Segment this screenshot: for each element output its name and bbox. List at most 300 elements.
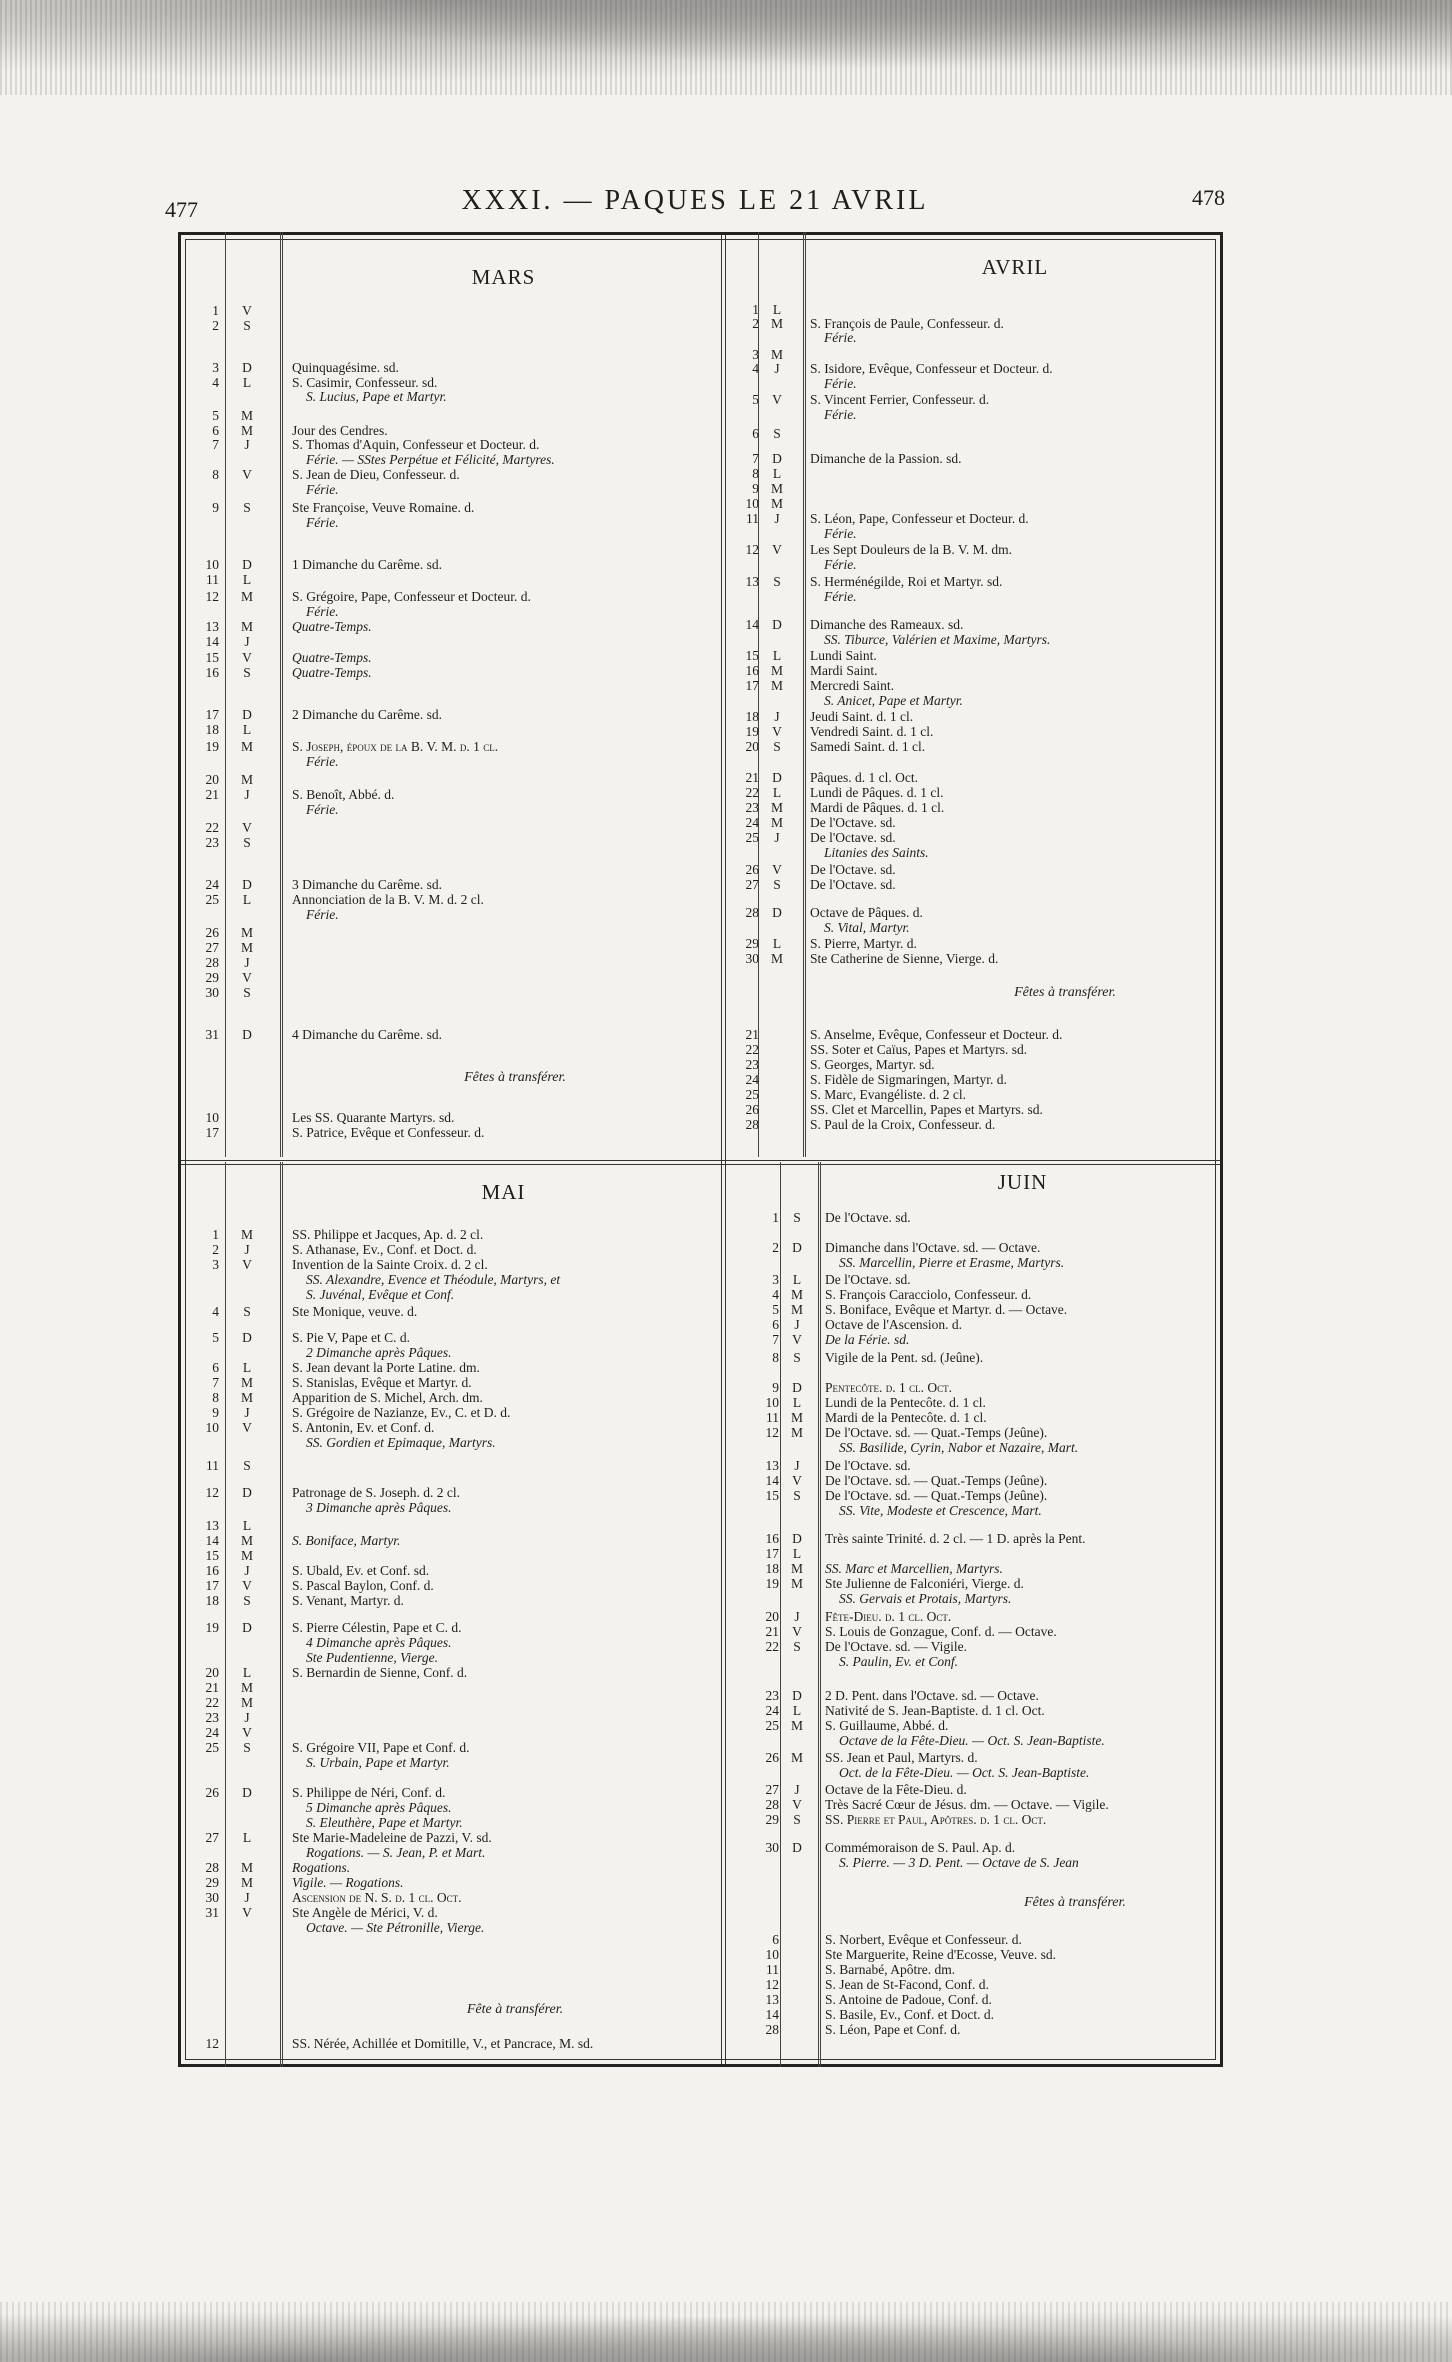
feast-text: S. Athanase, Ev., Conf. et Doct. d.	[292, 1242, 477, 1257]
calendar-row	[725, 785, 1220, 800]
calendar-row	[725, 877, 1220, 892]
day-number: 3	[212, 360, 219, 375]
feast-text: Octave de l'Ascension. d.	[825, 1317, 963, 1332]
feast-text: S. Isidore, Evêque, Confesseur et Docteur. d.	[810, 361, 1053, 376]
calendar-row	[725, 481, 1220, 496]
weekday-letter: M	[770, 347, 783, 362]
feast-text: Annonciation de la B. V. M. d. 2 cl.	[292, 892, 484, 907]
day-number: 27	[205, 940, 219, 955]
feast-text: Férie.	[824, 407, 857, 422]
weekday-letter: V	[242, 970, 252, 985]
feast-text: Jeudi Saint. d. 1 cl.	[810, 709, 914, 724]
day-number: 8	[212, 1390, 219, 1405]
calendar-row	[725, 1440, 1220, 1455]
feast-text: S. Jean de Dieu, Confesseur. d.	[292, 467, 460, 482]
calendar-row	[725, 1380, 1220, 1395]
calendar-row	[725, 709, 1220, 724]
day-number: 1	[212, 303, 219, 318]
feast-text: SS. Nérée, Achillée et Domitille, V., et Pancrace, M. sd.	[292, 2036, 594, 2051]
feast-text: S. Boniface, Martyr.	[292, 1533, 401, 1548]
feast-text: Mardi Saint.	[810, 663, 878, 678]
calendar-row	[725, 557, 1220, 572]
weekday-letter: S	[773, 426, 781, 441]
page-title: XXXI. — PAQUES LE 21 AVRIL	[461, 185, 929, 216]
calendar-row	[185, 1257, 715, 1272]
feast-text: Férie. — SStes Perpétue et Félicité, Martyres.	[306, 452, 555, 467]
day-number: 19	[205, 739, 219, 754]
page-header	[165, 185, 1225, 225]
calendar-row	[185, 1458, 715, 1473]
feast-text: Quinquagésime. sd.	[292, 360, 399, 375]
day-number: 22	[765, 1639, 779, 1654]
feast-text: S. Fidèle de Sigmaringen, Martyr. d.	[810, 1072, 1007, 1087]
calendar-row	[725, 770, 1220, 785]
feast-text: S. Léon, Pape et Conf. d.	[825, 2022, 961, 2037]
weekday-letter: D	[792, 1380, 802, 1395]
day-number: 22	[205, 1695, 219, 1710]
weekday-letter: S	[243, 318, 251, 333]
calendar-row	[185, 985, 715, 1000]
feast-text: De l'Octave. sd. — Quat.-Temps (Jeûne).	[825, 1473, 1048, 1488]
day-number: 19	[745, 724, 759, 739]
feast-text: S. Léon, Pape, Confesseur et Docteur. d.	[810, 511, 1029, 526]
calendar-row	[725, 1117, 1220, 1132]
calendar-row	[185, 437, 715, 452]
weekday-letter: V	[772, 724, 782, 739]
feast-text: Férie.	[824, 526, 857, 541]
day-number: 1	[772, 1210, 779, 1225]
calendar-row	[725, 1765, 1220, 1780]
calendar-row	[185, 707, 715, 722]
weekday-letter: M	[240, 1680, 253, 1695]
weekday-letter: S	[793, 1488, 801, 1503]
feast-text: S. Norbert, Evêque et Confesseur. d.	[825, 1932, 1022, 1947]
calendar-row	[185, 722, 715, 737]
day-number: 19	[205, 1620, 219, 1635]
calendar-row	[725, 1531, 1220, 1546]
calendar-row	[185, 1695, 715, 1710]
feast-text: Ascension de N. S. d. 1 cl. Oct.	[292, 1890, 462, 1905]
calendar-row	[185, 1227, 715, 1242]
left-page-number: 477	[165, 197, 198, 222]
calendar-row	[725, 1992, 1220, 2007]
calendar-row	[725, 1332, 1220, 1347]
day-number: 8	[212, 467, 219, 482]
calendar-row	[185, 1578, 715, 1593]
calendar-row	[725, 648, 1220, 663]
weekday-letter: M	[790, 1425, 803, 1440]
day-number: 20	[205, 772, 219, 787]
feast-text: S. Venant, Martyr. d.	[292, 1593, 404, 1608]
calendar-row	[185, 820, 715, 835]
calendar-row	[725, 1561, 1220, 1576]
weekday-letter: S	[243, 1458, 251, 1473]
weekday-letter: V	[242, 1420, 252, 1435]
weekday-letter: M	[240, 1533, 253, 1548]
feast-text: S. Benoît, Abbé. d.	[292, 787, 395, 802]
calendar-row	[185, 1725, 715, 1740]
weekday-letter: J	[774, 709, 780, 724]
month-juin	[725, 1162, 1220, 2067]
feast-text: S. Antoine de Padoue, Conf. d.	[825, 1992, 992, 2007]
weekday-letter: L	[792, 1546, 802, 1561]
weekday-letter: M	[770, 951, 783, 966]
weekday-letter: V	[792, 1332, 802, 1347]
calendar-row	[185, 389, 715, 404]
feast-text: Nativité de S. Jean-Baptiste. d. 1 cl. Oct.	[825, 1703, 1045, 1718]
calendar-row	[725, 316, 1220, 331]
day-number: 22	[745, 1042, 759, 1057]
weekday-letter: D	[242, 1330, 252, 1345]
weekday-letter: J	[794, 1317, 800, 1332]
day-number: 17	[205, 1578, 219, 1593]
feast-text: Férie.	[306, 604, 339, 619]
weekday-letter: S	[793, 1350, 801, 1365]
feast-text: Férie.	[306, 482, 339, 497]
calendar-row	[725, 920, 1220, 935]
day-number: 24	[205, 877, 219, 892]
calendar-row	[185, 1710, 715, 1725]
calendar-row	[725, 1840, 1220, 1855]
day-number: 7	[752, 451, 759, 466]
calendar-row	[185, 589, 715, 604]
weekday-letter: M	[770, 800, 783, 815]
calendar-row	[725, 1302, 1220, 1317]
calendar-row	[185, 452, 715, 467]
feast-text: De l'Octave. sd.	[810, 830, 896, 845]
weekday-letter: V	[242, 1725, 252, 1740]
feast-text: S. Joseph, époux de la B. V. M. d. 1 cl.	[292, 739, 499, 754]
day-number: 26	[745, 862, 759, 877]
weekday-letter: J	[244, 437, 250, 452]
calendar-row	[725, 407, 1220, 422]
calendar-row	[185, 1845, 715, 1860]
calendar-row	[185, 955, 715, 970]
day-number: 25	[745, 830, 759, 845]
day-number: 10	[205, 557, 219, 572]
feast-text: Férie.	[306, 907, 339, 922]
feast-text: Férie.	[824, 376, 857, 391]
weekday-letter: S	[243, 835, 251, 850]
feast-text: SS. Alexandre, Evence et Théodule, Martyrs, et	[306, 1272, 561, 1287]
day-number: 4	[752, 361, 759, 376]
weekday-letter: V	[242, 1905, 252, 1920]
feast-text: S. Basile, Ev., Conf. et Doct. d.	[825, 2007, 994, 2022]
day-number: 22	[205, 820, 219, 835]
feast-text: S. Jean de St-Facond, Conf. d.	[825, 1977, 989, 1992]
weekday-letter: J	[244, 955, 250, 970]
feast-text: De l'Octave. sd.	[810, 815, 896, 830]
calendar-row	[725, 1027, 1220, 1042]
day-number: 21	[745, 770, 759, 785]
feast-text: S. Georges, Martyr. sd.	[810, 1057, 935, 1072]
weekday-letter: S	[773, 739, 781, 754]
feast-text: SS. Gordien et Epimaque, Martyrs.	[306, 1435, 496, 1450]
feast-text: Dimanche des Rameaux. sd.	[810, 617, 964, 632]
weekday-letter: M	[240, 589, 253, 604]
calendar-row	[185, 1650, 715, 1665]
feast-text: Octave de la Fête-Dieu. d.	[825, 1782, 967, 1797]
calendar-row	[185, 500, 715, 515]
calendar-row	[185, 925, 715, 940]
weekday-letter: J	[794, 1458, 800, 1473]
calendar-row	[725, 1932, 1220, 1947]
calendar-row	[725, 1210, 1220, 1225]
weekday-letter: J	[774, 511, 780, 526]
calendar-row	[725, 302, 1220, 317]
feast-text: SS. Gervais et Protais, Martyrs.	[839, 1591, 1012, 1606]
feast-text: S. Louis de Gonzague, Conf. d. — Octave.	[825, 1624, 1057, 1639]
calendar-row	[725, 1488, 1220, 1503]
day-number: 21	[765, 1624, 779, 1639]
calendar-row	[185, 1500, 715, 1515]
calendar-row	[185, 1785, 715, 1800]
day-number: 2	[212, 318, 219, 333]
calendar-row	[185, 787, 715, 802]
feast-text: Ste Angèle de Mérici, V. d.	[292, 1905, 438, 1920]
month-name: JUIN	[997, 1170, 1048, 1194]
calendar-row	[725, 1087, 1220, 1102]
weekday-letter: M	[240, 772, 253, 787]
day-number: 5	[212, 408, 219, 423]
feast-text: Mercredi Saint.	[810, 678, 894, 693]
day-number: 26	[205, 925, 219, 940]
calendar-row	[725, 1733, 1220, 1748]
weekday-letter: M	[240, 925, 253, 940]
feast-text: SS. Philippe et Jacques, Ap. d. 2 cl.	[292, 1227, 484, 1242]
day-number: 4	[772, 1287, 779, 1302]
day-number: 20	[745, 739, 759, 754]
weekday-letter: M	[790, 1561, 803, 1576]
feast-text: De l'Octave. sd. — Quat.-Temps (Jeûne).	[825, 1488, 1048, 1503]
feast-text: S. Pierre Célestin, Pape et C. d.	[292, 1620, 462, 1635]
day-number: 28	[765, 1797, 779, 1812]
day-number: 6	[212, 423, 219, 438]
calendar-row	[725, 724, 1220, 739]
day-number: 17	[205, 1125, 219, 1140]
weekday-letter: M	[790, 1718, 803, 1733]
weekday-letter: L	[242, 722, 252, 737]
calendar-row	[725, 862, 1220, 877]
feast-text: Patronage de S. Joseph. d. 2 cl.	[292, 1485, 460, 1500]
feast-text: Fête-Dieu. d. 1 cl. Oct.	[825, 1609, 952, 1624]
feast-text: De l'Octave. sd.	[810, 862, 896, 877]
calendar-row	[725, 1287, 1220, 1302]
feast-text: S. Philippe de Néri, Conf. d.	[292, 1785, 446, 1800]
weekday-letter: J	[244, 1890, 250, 1905]
weekday-letter: J	[794, 1782, 800, 1797]
day-number: 8	[772, 1350, 779, 1365]
calendar-row	[185, 1375, 715, 1390]
feast-text: 2 Dimanche du Carême. sd.	[292, 707, 442, 722]
weekday-letter: D	[792, 1240, 802, 1255]
calendar-row	[725, 845, 1220, 860]
calendar-row	[185, 1875, 715, 1890]
day-number: 12	[745, 542, 759, 557]
calendar-row	[185, 1563, 715, 1578]
feast-text: S. Pierre. — 3 D. Pent. — Octave de S. Jean	[839, 1855, 1079, 1870]
feast-text: S. Herménégilde, Roi et Martyr. sd.	[810, 574, 1003, 589]
feast-text: De l'Octave. sd.	[825, 1458, 911, 1473]
calendar-row	[185, 1593, 715, 1608]
feast-text: De la Férie. sd.	[825, 1332, 910, 1347]
day-number: 18	[205, 1593, 219, 1608]
day-number: 13	[205, 619, 219, 634]
calendar-row	[725, 1977, 1220, 1992]
weekday-letter: L	[242, 572, 252, 587]
day-number: 3	[212, 1257, 219, 1272]
weekday-letter: M	[240, 619, 253, 634]
weekday-letter: S	[793, 1639, 801, 1654]
weekday-letter: M	[240, 1548, 253, 1563]
calendar-row	[185, 1435, 715, 1450]
feast-text: Commémoraison de S. Paul. Ap. d.	[825, 1840, 1016, 1855]
day-number: 9	[772, 1380, 779, 1395]
day-number: 28	[745, 905, 759, 920]
calendar-row	[725, 815, 1220, 830]
calendar-row	[185, 940, 715, 955]
calendar-row	[185, 650, 715, 665]
day-number: 21	[745, 1027, 759, 1042]
weekday-letter: D	[772, 617, 782, 632]
weekday-letter: S	[243, 1593, 251, 1608]
feast-text: S. Eleuthère, Pape et Martyr.	[306, 1815, 463, 1830]
calendar-row	[185, 1485, 715, 1500]
day-number: 30	[205, 1890, 219, 1905]
day-number: 16	[205, 665, 219, 680]
weekday-letter: D	[242, 1785, 252, 1800]
feast-text: SS. Marc et Marcellien, Martyrs.	[825, 1561, 1003, 1576]
day-number: 4	[212, 375, 219, 390]
calendar-row	[185, 619, 715, 634]
weekday-letter: L	[772, 785, 782, 800]
weekday-letter: L	[772, 466, 782, 481]
weekday-letter: D	[792, 1840, 802, 1855]
calendar-row	[725, 496, 1220, 511]
feast-text: Mardi de Pâques. d. 1 cl.	[810, 800, 945, 815]
day-number: 23	[205, 835, 219, 850]
calendar-row	[725, 1855, 1220, 1870]
feast-text: SS. Jean et Paul, Martyrs. d.	[825, 1750, 978, 1765]
feast-text: S. Grégoire VII, Pape et Conf. d.	[292, 1740, 470, 1755]
transfer-heading: Fêtes à transférer.	[464, 1070, 566, 1085]
calendar-row	[725, 693, 1220, 708]
calendar-row	[725, 1255, 1220, 1270]
feast-text: S. Grégoire de Nazianze, Ev., C. et D. d.	[292, 1405, 511, 1420]
feast-text: S. Guillaume, Abbé. d.	[825, 1718, 949, 1733]
day-number: 3	[772, 1272, 779, 1287]
day-number: 12	[205, 1485, 219, 1500]
feast-text: De l'Octave. sd.	[810, 877, 896, 892]
feast-text: Mardi de la Pentecôte. d. 1 cl.	[825, 1410, 987, 1425]
weekday-letter: V	[242, 467, 252, 482]
calendar-row	[185, 1420, 715, 1435]
day-number: 5	[772, 1302, 779, 1317]
feast-text: Ste Pudentienne, Vierge.	[306, 1650, 438, 1665]
weekday-letter: J	[774, 830, 780, 845]
day-number: 22	[745, 785, 759, 800]
calendar-row	[725, 426, 1220, 441]
day-number: 6	[212, 1360, 219, 1375]
weekday-letter: J	[244, 1710, 250, 1725]
calendar-row	[185, 772, 715, 787]
weekday-letter: L	[242, 892, 252, 907]
calendar-row	[725, 1410, 1220, 1425]
weekday-letter: M	[240, 1695, 253, 1710]
day-number: 11	[766, 1962, 779, 1977]
calendar-row	[725, 936, 1220, 951]
weekday-letter: V	[242, 1257, 252, 1272]
day-number: 13	[745, 574, 759, 589]
calendar-row	[185, 665, 715, 680]
weekday-letter: M	[790, 1576, 803, 1591]
feast-text: Ste Julienne de Falconiéri, Vierge. d.	[825, 1576, 1024, 1591]
calendar-row	[185, 1890, 715, 1905]
day-number: 17	[765, 1546, 779, 1561]
calendar-row	[185, 1740, 715, 1755]
day-number: 3	[752, 347, 759, 362]
day-number: 26	[745, 1102, 759, 1117]
weekday-letter: M	[770, 663, 783, 678]
calendar-row	[725, 451, 1220, 466]
calendar-row	[185, 1110, 715, 1125]
day-number: 15	[205, 650, 219, 665]
calendar-row	[185, 1860, 715, 1875]
feast-text: 5 Dimanche après Pâques.	[306, 1800, 452, 1815]
feast-text: Vigile. — Rogations.	[292, 1875, 404, 1890]
weekday-letter: V	[772, 392, 782, 407]
calendar-row	[725, 589, 1220, 604]
day-number: 13	[765, 1458, 779, 1473]
feast-text: 4 Dimanche du Carême. sd.	[292, 1027, 442, 1042]
day-number: 28	[765, 2022, 779, 2037]
weekday-letter: L	[242, 1665, 252, 1680]
feast-text: Dimanche dans l'Octave. sd. — Octave.	[825, 1240, 1041, 1255]
feast-text: 3 Dimanche du Carême. sd.	[292, 877, 442, 892]
feast-text: Lundi de la Pentecôte. d. 1 cl.	[825, 1395, 986, 1410]
feast-text: Vendredi Saint. d. 1 cl.	[810, 724, 934, 739]
feast-text: Les SS. Quarante Martyrs. sd.	[292, 1110, 455, 1125]
calendar-row	[185, 1920, 715, 1935]
day-number: 11	[746, 511, 759, 526]
calendar-row	[725, 1395, 1220, 1410]
day-number: 10	[745, 496, 759, 511]
feast-text: Octave de Pâques. d.	[810, 905, 923, 920]
weekday-letter: V	[792, 1473, 802, 1488]
weekday-letter: L	[242, 1360, 252, 1375]
feast-text: S. Marc, Evangéliste. d. 2 cl.	[810, 1087, 966, 1102]
day-number: 28	[745, 1117, 759, 1132]
calendar-row	[725, 2007, 1220, 2022]
calendar-row	[725, 361, 1220, 376]
feast-text: Ste Monique, veuve. d.	[292, 1304, 418, 1319]
day-number: 23	[745, 1057, 759, 1072]
feast-text: Invention de la Sainte Croix. d. 2 cl.	[292, 1257, 488, 1272]
feast-text: SS. Basilide, Cyrin, Nabor et Nazaire, Mart.	[839, 1440, 1079, 1455]
calendar-row	[185, 1635, 715, 1650]
calendar-row	[185, 2036, 715, 2051]
day-number: 13	[205, 1518, 219, 1533]
feast-text: S. Grégoire, Pape, Confesseur et Docteur. d.	[292, 589, 531, 604]
weekday-letter: J	[774, 361, 780, 376]
feast-text: Férie.	[824, 557, 857, 572]
calendar-row	[725, 800, 1220, 815]
day-number: 20	[205, 1665, 219, 1680]
day-number: 16	[205, 1563, 219, 1578]
day-number: 12	[765, 1977, 779, 1992]
calendar-row	[185, 634, 715, 649]
weekday-letter: J	[244, 1405, 250, 1420]
